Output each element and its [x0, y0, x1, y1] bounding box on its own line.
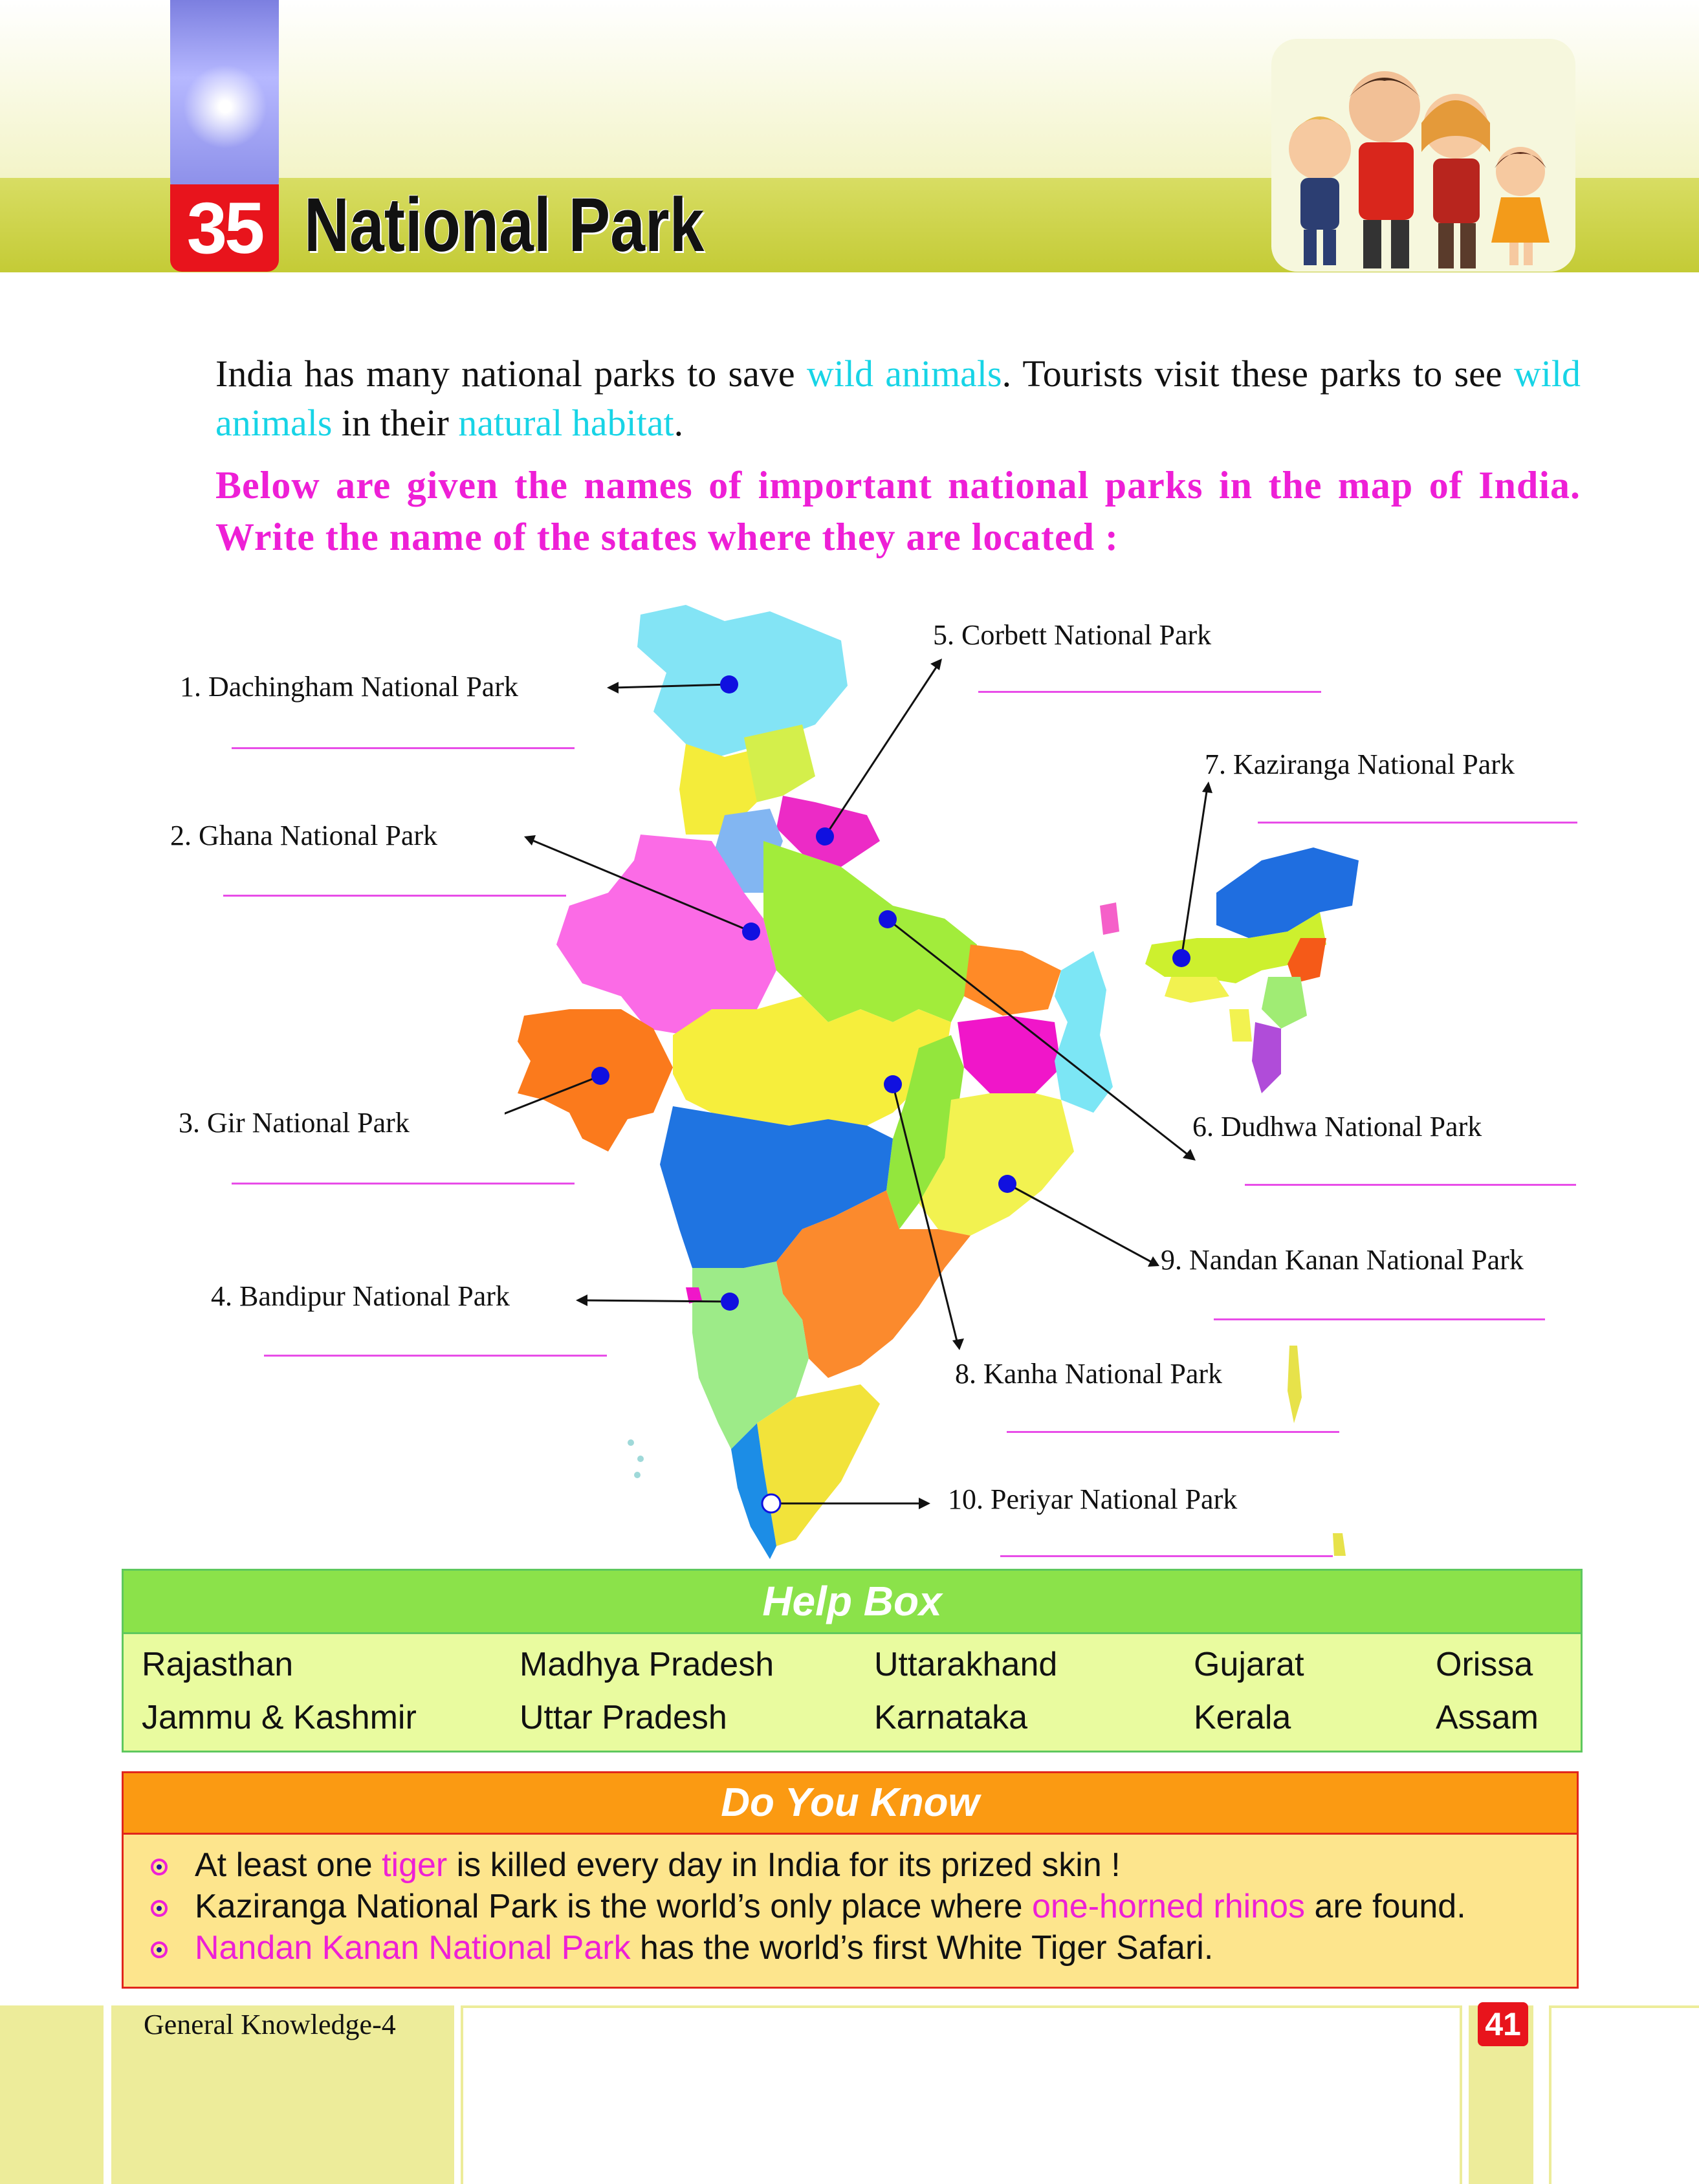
answer-line-5[interactable] — [978, 691, 1321, 693]
fact-2-text: Kaziranga National Park is the world’s only place where — [195, 1888, 1032, 1925]
answer-line-4[interactable] — [264, 1355, 607, 1357]
intro-highlight-2: wild animals — [215, 353, 1581, 444]
region-jharkhand — [958, 1016, 1061, 1093]
park-label-5: 5. Corbett National Park — [933, 619, 1212, 651]
intro-text-3: in their — [332, 402, 459, 444]
answer-line-10[interactable] — [1000, 1555, 1333, 1557]
park-dot-5 — [816, 827, 834, 846]
park-label-9: 9. Nandan Kanan National Park — [1161, 1244, 1524, 1276]
fact-2-highlight: one-horned rhinos — [1031, 1888, 1306, 1925]
intro-text-4: . — [674, 402, 684, 444]
region-meghalaya — [1165, 977, 1229, 1003]
family-cartoon-image — [1271, 39, 1575, 272]
help-item: Karnataka — [874, 1699, 1028, 1736]
region-mizoram — [1252, 1022, 1281, 1093]
park-label-4: 4. Bandipur National Park — [211, 1280, 510, 1312]
arrowhead-8 — [952, 1338, 964, 1350]
fact-3-text: has the world’s first White Tiger Safari. — [630, 1929, 1214, 1967]
help-item: Gujarat — [1194, 1646, 1304, 1683]
region-sikkim — [1100, 902, 1119, 935]
answer-line-8[interactable] — [1007, 1431, 1339, 1433]
park-dot-8 — [884, 1075, 902, 1093]
do-you-know-box — [122, 1771, 1579, 1989]
help-box-title: Help Box — [124, 1571, 1581, 1634]
help-item: Madhya Pradesh — [520, 1646, 774, 1683]
answer-line-2[interactable] — [223, 895, 566, 897]
park-label-1: 1. Dachingham National Park — [180, 671, 518, 703]
region-nicobar — [1333, 1533, 1346, 1556]
help-box — [122, 1569, 1583, 1753]
do-you-know-title: Do You Know — [124, 1773, 1577, 1835]
park-dot-6 — [879, 910, 897, 928]
fact-1 — [195, 1846, 1121, 1884]
chapter-tab-glow — [183, 65, 267, 149]
help-item: Rajasthan — [142, 1646, 294, 1683]
fact-1-text: At least one — [195, 1846, 382, 1884]
park-label-2: 2. Ghana National Park — [170, 820, 437, 851]
help-item: Kerala — [1194, 1699, 1291, 1736]
arrowhead-4 — [576, 1294, 587, 1306]
arrowhead-1 — [607, 682, 619, 693]
help-item: Assam — [1436, 1699, 1539, 1736]
fact-3 — [195, 1928, 1213, 1967]
park-dot-10 — [762, 1494, 780, 1512]
answer-line-9[interactable] — [1214, 1318, 1545, 1320]
park-dot-7 — [1172, 949, 1190, 967]
bullet-icon — [149, 1857, 169, 1877]
page-title: National Park — [304, 182, 705, 268]
park-dot-3 — [591, 1067, 609, 1085]
arrowhead-6 — [1183, 1149, 1196, 1161]
fact-2 — [195, 1887, 1466, 1926]
park-label-10: 10. Periyar National Park — [948, 1483, 1238, 1515]
family-illustration — [1271, 39, 1575, 272]
fact-2-text-end: are found. — [1305, 1888, 1466, 1925]
intro-text-2: . Tourists visit these parks to see — [1002, 353, 1514, 395]
footer-frame — [461, 2005, 1462, 2184]
help-item: Orissa — [1436, 1646, 1533, 1683]
footer-book-title: General Knowledge-4 — [144, 2009, 396, 2040]
region-jammu-kashmir — [637, 605, 848, 757]
instruction-heading: Below are given the names of important national parks in the map of India. Write the name of the states where they are located : — [215, 464, 1581, 558]
intro-paragraph — [215, 349, 1581, 448]
region-andaman — [1288, 1346, 1302, 1423]
page-number: 41 — [1478, 2002, 1528, 2046]
region-himachal — [744, 725, 815, 802]
help-item: Uttarakhand — [874, 1646, 1058, 1683]
answer-line-1[interactable] — [232, 747, 575, 749]
park-dot-4 — [721, 1293, 739, 1311]
park-dot-9 — [998, 1175, 1016, 1193]
arrowhead-7 — [1202, 781, 1212, 793]
fact-1-highlight: tiger — [382, 1846, 448, 1884]
park-label-7: 7. Kaziranga National Park — [1205, 748, 1515, 780]
region-manipur — [1262, 977, 1307, 1029]
park-label-3: 3. Gir National Park — [179, 1107, 410, 1139]
fact-1-text-end: is killed every day in India for its prized skin ! — [447, 1846, 1121, 1884]
chapter-number: 35 — [170, 184, 279, 272]
park-dot-1 — [720, 675, 738, 693]
region-bihar — [964, 945, 1061, 1016]
bullet-icon — [149, 1899, 169, 1918]
footer-left-panel — [0, 2005, 104, 2184]
intro-text-1: India has many national parks to save — [215, 353, 807, 395]
arrowhead-10 — [919, 1498, 930, 1509]
help-item: Jammu & Kashmir — [142, 1699, 417, 1736]
intro-highlight-1: wild animals — [806, 353, 1002, 395]
intro-highlight-3: natural habitat — [458, 402, 674, 444]
region-tripura — [1229, 1009, 1252, 1042]
answer-line-3[interactable] — [232, 1183, 575, 1185]
park-label-8: 8. Kanha National Park — [955, 1358, 1222, 1390]
answer-line-7[interactable] — [1258, 822, 1577, 824]
answer-line-6[interactable] — [1245, 1184, 1576, 1186]
bullet-icon — [149, 1940, 169, 1960]
region-arunachal — [1216, 847, 1359, 938]
help-item: Uttar Pradesh — [520, 1699, 727, 1736]
park-label-6: 6. Dudhwa National Park — [1192, 1111, 1482, 1142]
region-uttar-pradesh — [763, 841, 977, 1022]
park-dot-2 — [742, 923, 760, 941]
fact-3-highlight: Nandan Kanan National Park — [195, 1929, 631, 1967]
footer-right-frame — [1549, 2005, 1699, 2184]
